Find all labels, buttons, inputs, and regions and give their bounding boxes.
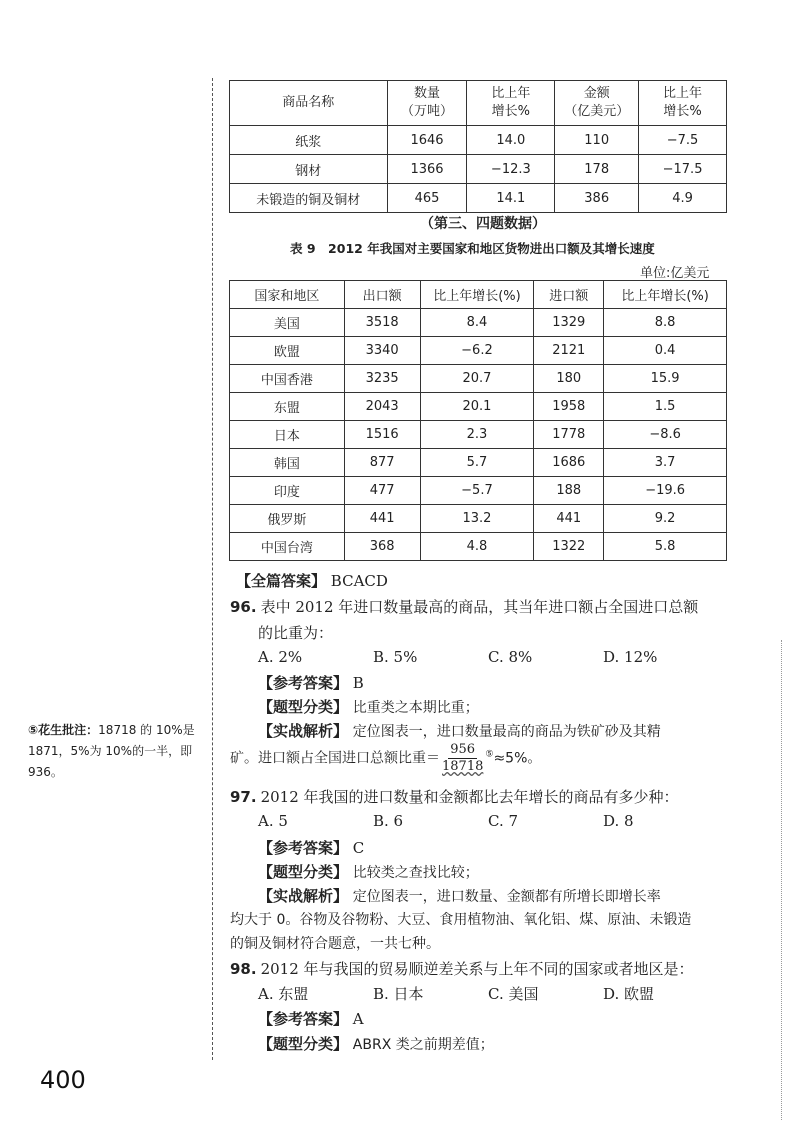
- table-cell: −6.2: [420, 337, 534, 365]
- table-row: [230, 449, 727, 477]
- table-cell: 4.9: [639, 184, 727, 213]
- analysis-text: 矿。进口额占全国进口总额比重＝: [230, 750, 440, 767]
- header-cell: 比上年增长(%): [420, 281, 534, 309]
- table-row: [230, 393, 727, 421]
- table-row: [230, 365, 727, 393]
- answer-value: B: [352, 674, 364, 692]
- category-label: 【题型分类】: [258, 698, 349, 716]
- table-cell: 俄罗斯: [230, 505, 345, 533]
- options-97: [258, 812, 718, 830]
- option-a: A. 东盟: [258, 985, 309, 1003]
- table-cell: 东盟: [230, 393, 345, 421]
- table-cell: 14.0: [467, 126, 555, 155]
- question-text: 2012 年与我国的贸易顺逆差关系与上年不同的国家或者地区是：: [260, 960, 694, 978]
- table-cell: 180: [534, 365, 604, 393]
- table-cell: 3518: [344, 309, 420, 337]
- side-note-label: ⑤花生批注：: [28, 723, 99, 737]
- option-a: A. 2%: [258, 648, 303, 666]
- answer-label: 【参考答案】: [258, 674, 349, 692]
- table-cell: 3340: [344, 337, 420, 365]
- analysis-96-cont: [230, 742, 541, 775]
- table-row: [230, 155, 727, 184]
- analysis-text: 定位图表一，进口数量最高的商品为铁矿砂及其精: [352, 724, 661, 740]
- analysis-97-cont: 的铜及铜材符合题意，一共七种。: [230, 936, 440, 952]
- header-cell: 数量 （万吨）: [387, 81, 467, 126]
- table-cell: 纸浆: [230, 126, 388, 155]
- header-cell: 比上年 增长%: [467, 81, 555, 126]
- table-cell: 441: [534, 505, 604, 533]
- fraction-denominator: 18718: [442, 759, 484, 774]
- table-cell: 2.3: [420, 421, 534, 449]
- table-cell: 1516: [344, 421, 420, 449]
- question-number: 96.: [230, 598, 257, 616]
- full-answer-label: 【全篇答案】: [236, 572, 327, 590]
- question-97: [230, 786, 679, 807]
- table-cell: 欧盟: [230, 337, 345, 365]
- table-cell: −12.3: [467, 155, 555, 184]
- table-cell: 14.1: [467, 184, 555, 213]
- option-d: D. 8: [603, 812, 634, 830]
- side-note: [28, 720, 208, 783]
- answer-label: 【参考答案】: [258, 839, 349, 857]
- table-row: [230, 505, 727, 533]
- table-cell: 386: [555, 184, 639, 213]
- table-cell: 韩国: [230, 449, 345, 477]
- answer-96: [258, 672, 364, 693]
- option-b: B. 5%: [373, 648, 418, 666]
- table-row: [230, 477, 727, 505]
- header-cell: 国家和地区: [230, 281, 345, 309]
- table-cell: 877: [344, 449, 420, 477]
- table-row: [230, 309, 727, 337]
- header-cell: 进口额: [534, 281, 604, 309]
- option-c: C. 7: [488, 812, 519, 830]
- table-cell: 8.8: [604, 309, 727, 337]
- question-number: 98.: [230, 960, 257, 978]
- analysis-text: ≈5%。: [493, 750, 542, 767]
- table-cell: 美国: [230, 309, 345, 337]
- table-row: [230, 533, 727, 561]
- header-cell: 出口额: [344, 281, 420, 309]
- table-cell: −5.7: [420, 477, 534, 505]
- header-cell: 比上年增长(%): [604, 281, 727, 309]
- table-cell: 368: [344, 533, 420, 561]
- fraction: [442, 742, 483, 775]
- table-cell: −7.5: [639, 126, 727, 155]
- table-cell: 1322: [534, 533, 604, 561]
- option-a: A. 5: [258, 812, 288, 830]
- category-label: 【题型分类】: [258, 863, 349, 881]
- table-cell: 2043: [344, 393, 420, 421]
- option-b: B. 日本: [373, 985, 424, 1003]
- category-96: [258, 696, 479, 717]
- table-unit: 单位:亿美元: [640, 266, 710, 281]
- table-row: [230, 184, 727, 213]
- table-cell: 15.9: [604, 365, 727, 393]
- analysis-96: [258, 720, 661, 741]
- table-cell: 9.2: [604, 505, 727, 533]
- analysis-97: [258, 885, 661, 906]
- table-cell: 中国台湾: [230, 533, 345, 561]
- analysis-97-cont: 均大于 0。谷物及谷物粉、大豆、食用植物油、氧化铝、煤、原油、未锻造: [230, 912, 692, 928]
- table-cell: 钢材: [230, 155, 388, 184]
- edge-dotted-line: [781, 640, 782, 1120]
- table-cell: 188: [534, 477, 604, 505]
- table-cell: 1958: [534, 393, 604, 421]
- table-cell: 1366: [387, 155, 467, 184]
- table-cell: 477: [344, 477, 420, 505]
- table-cell: −8.6: [604, 421, 727, 449]
- option-c: C. 8%: [488, 648, 533, 666]
- table-cell: 未锻造的铜及铜材: [230, 184, 388, 213]
- table-cell: 13.2: [420, 505, 534, 533]
- answer-value: C: [352, 839, 365, 857]
- table-cell: 3235: [344, 365, 420, 393]
- table-cell: 8.4: [420, 309, 534, 337]
- table-header-row: [230, 81, 727, 126]
- question-text-cont: 的比重为：: [258, 624, 334, 642]
- analysis-label: 【实战解析】: [258, 887, 349, 905]
- question-text: 2012 年我国的进口数量和金额都比去年增长的商品有多少种：: [260, 788, 679, 806]
- table-cell: 20.1: [420, 393, 534, 421]
- options-98: [258, 983, 718, 1004]
- table-row: [230, 126, 727, 155]
- table-cell: 1778: [534, 421, 604, 449]
- table-cell: −17.5: [639, 155, 727, 184]
- table-row: [230, 421, 727, 449]
- commodity-table: [229, 80, 727, 213]
- answer-label: 【参考答案】: [258, 1010, 349, 1028]
- table-cell: 1329: [534, 309, 604, 337]
- header-cell: 比上年 增长%: [639, 81, 727, 126]
- table-cell: 5.7: [420, 449, 534, 477]
- table-cell: 178: [555, 155, 639, 184]
- category-value: 比重类之本期比重；: [352, 700, 479, 716]
- full-answer-value: BCACD: [330, 572, 388, 590]
- table-cell: 中国香港: [230, 365, 345, 393]
- header-cell: 商品名称: [230, 81, 388, 126]
- answer-97: [258, 837, 364, 858]
- trade-table: [229, 280, 727, 561]
- question-96: [230, 596, 698, 617]
- table-cell: 20.7: [420, 365, 534, 393]
- table-cell: 1686: [534, 449, 604, 477]
- answer-98: [258, 1008, 364, 1029]
- category-value: ABRX 类之前期差值；: [352, 1037, 494, 1053]
- option-c: C. 美国: [488, 985, 539, 1003]
- answer-value: A: [352, 1010, 364, 1028]
- table-cell: 441: [344, 505, 420, 533]
- category-97: [258, 861, 479, 882]
- category-value: 比较类之查找比较；: [352, 865, 479, 881]
- category-98: [258, 1033, 494, 1054]
- table-cell: 0.4: [604, 337, 727, 365]
- table-cell: 1646: [387, 126, 467, 155]
- table-cell: 5.8: [604, 533, 727, 561]
- table-cell: 日本: [230, 421, 345, 449]
- option-d: D. 欧盟: [603, 985, 655, 1003]
- section-caption: （第三、四题数据）: [420, 216, 546, 232]
- note-marker: ⑤: [485, 749, 494, 760]
- table-cell: 3.7: [604, 449, 727, 477]
- question-number: 97.: [230, 788, 257, 806]
- option-b: B. 6: [373, 812, 404, 830]
- question-98: [230, 958, 694, 979]
- full-answer: [236, 570, 388, 591]
- header-cell: 金额 （亿美元）: [555, 81, 639, 126]
- side-note-text: 18718 的 10%是 1871，5%为 10%的一半，即 936。: [28, 723, 195, 779]
- table-cell: −19.6: [604, 477, 727, 505]
- table-cell: 印度: [230, 477, 345, 505]
- binding-dashed-line: [212, 78, 213, 1060]
- question-text: 表中 2012 年进口数量最高的商品，其当年进口额占全国进口总额: [260, 598, 699, 616]
- table-cell: 4.8: [420, 533, 534, 561]
- table-cell: 465: [387, 184, 467, 213]
- page-number: 400: [40, 1066, 86, 1094]
- table-cell: 1.5: [604, 393, 727, 421]
- analysis-label: 【实战解析】: [258, 722, 349, 740]
- table-cell: 2121: [534, 337, 604, 365]
- options-96: [258, 648, 718, 666]
- category-label: 【题型分类】: [258, 1035, 349, 1053]
- table-title: 表 9 2012 年我国对主要国家和地区货物进出口额及其增长速度: [290, 241, 655, 256]
- option-d: D. 12%: [603, 648, 658, 666]
- table-cell: 110: [555, 126, 639, 155]
- table-row: [230, 337, 727, 365]
- analysis-text: 定位图表一，进口数量、金额都有所增长即增长率: [352, 889, 661, 905]
- table-header-row: [230, 281, 727, 309]
- fraction-numerator: 956: [450, 742, 476, 757]
